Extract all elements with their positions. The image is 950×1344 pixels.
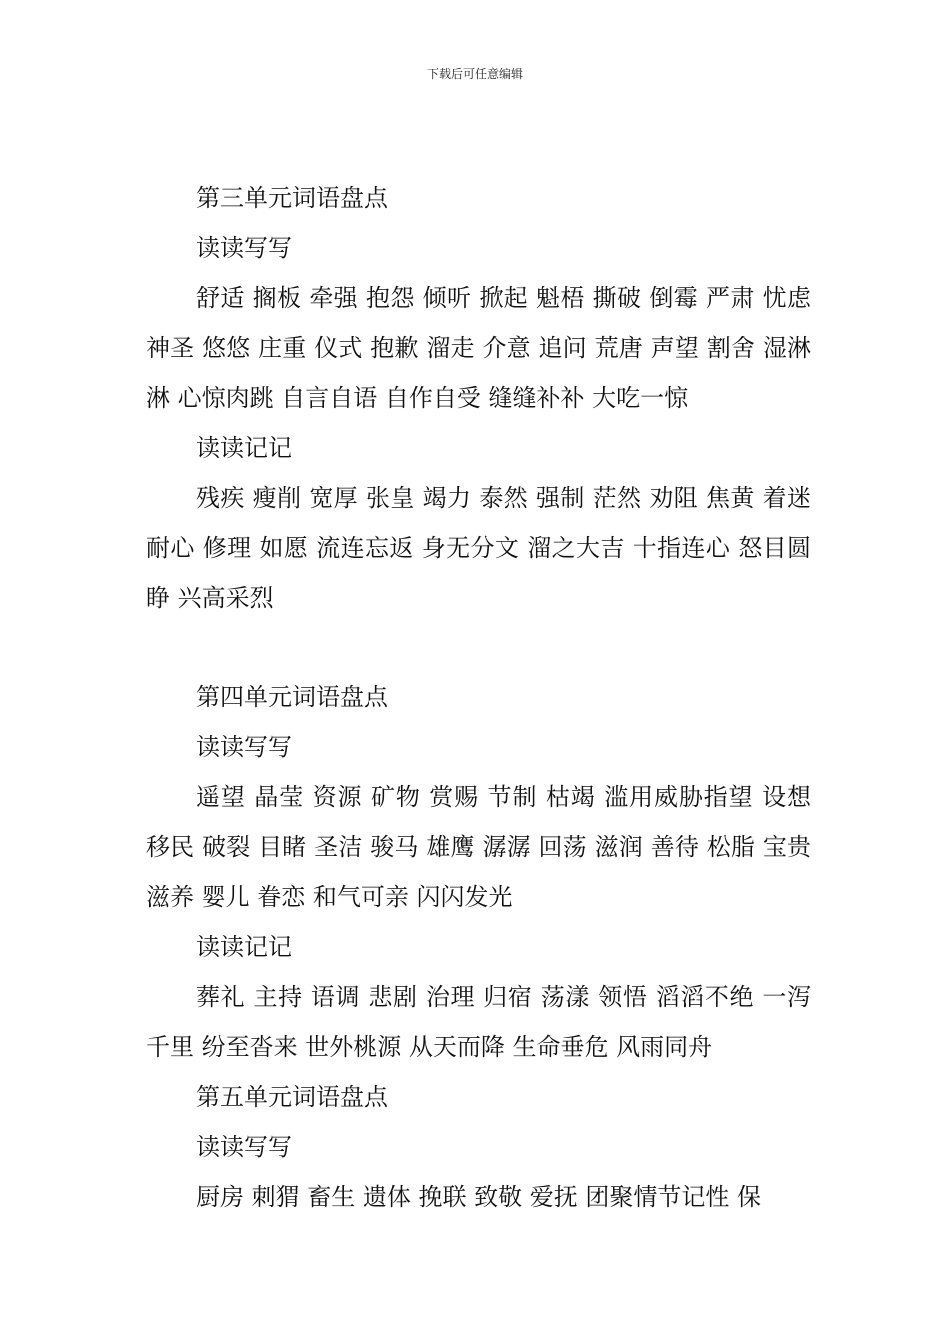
word-list: 残疾 瘦削 宽厚 张皇 竭力 泰然 强制 茫然 劝阻 焦黄 着迷 耐心 修理 如愿 流连忘返 身无分文 溜之大吉 十指连心 怒目圆睁 兴高采烈 bbox=[146, 484, 811, 612]
unit-title: 第五单元词语盘点 bbox=[196, 1083, 388, 1111]
section-label-read-remember: 读读记记 bbox=[196, 434, 292, 462]
unit-title: 第三单元词语盘点 bbox=[196, 184, 388, 212]
section-label-read-write: 读读写写 bbox=[196, 1133, 292, 1161]
word-list: 遥望 晶莹 资源 矿物 赏赐 节制 枯竭 滥用威胁指望 设想 移民 破裂 目睹 圣洁 骏马 雄鹰 潺潺 回荡 滋润 善待 松脂 宝贵 滋养 婴儿 眷恋 和气可亲 闪闪发光 bbox=[146, 783, 811, 911]
unit-4-section bbox=[146, 672, 811, 1072]
unit-5-section bbox=[146, 1072, 811, 1222]
section-label-read-write: 读读写写 bbox=[196, 234, 292, 262]
unit-title: 第四单元词语盘点 bbox=[196, 683, 388, 711]
word-list: 舒适 搁板 牵强 抱怨 倾听 掀起 魁梧 撕破 倒霉 严肃 忧虑 神圣 悠悠 庄重 仪式 抱歉 溜走 介意 追问 荒唐 声望 割舍 湿淋淋 心惊肉跳 自言自语 自作自受 缝缝补补 大吃一惊 bbox=[146, 284, 811, 412]
section-label-read-write: 读读写写 bbox=[196, 733, 292, 761]
section-spacer bbox=[146, 623, 811, 672]
word-list: 厨房 刺猬 畜生 遗体 挽联 致敬 爱抚 团聚情节记性 保 bbox=[196, 1183, 762, 1211]
unit-3-section bbox=[146, 173, 811, 623]
document-body bbox=[146, 173, 811, 1222]
page-header-note: 下载后可任意编辑 bbox=[426, 67, 523, 81]
word-list: 葬礼 主持 语调 悲剧 治理 归宿 荡漾 领悟 滔滔不绝 一泻千里 纷至沓来 世外桃源 从天而降 生命垂危 风雨同舟 bbox=[146, 983, 811, 1061]
section-label-read-remember: 读读记记 bbox=[196, 933, 292, 961]
